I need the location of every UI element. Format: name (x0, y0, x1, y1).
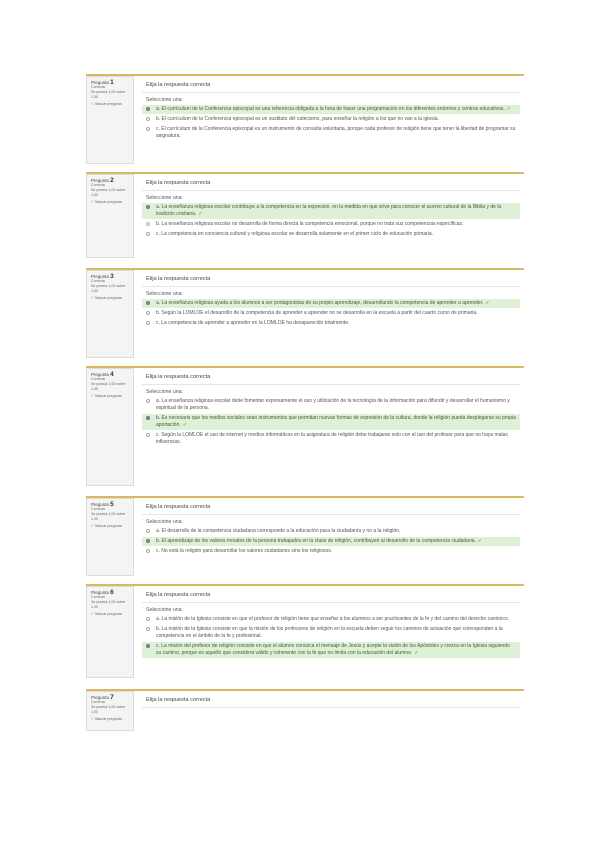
question-content (138, 498, 524, 559)
flag-question-link[interactable]: ⚐ Marcar pregunta (91, 612, 122, 616)
answer-option-b[interactable]: b. La misión de la Iglesia consiste en que la misión de los profesores de religión en la escuela deben seguir los caminos de actuación que corresponden a la competencia en el ámbito de la fe y profesional. (142, 625, 520, 641)
answer-option-c[interactable]: c. Según la LOMLOE el uso de internet y medios informáticos en la asignatura de religión debe trabajarse solo con el uso del profesor para que no haya malas influencias. (142, 431, 520, 447)
answer-option-b[interactable]: b. El currículum de la Conferencia episcopal es un sustituto del catecismo, para enseñar la religión a los que no van a la iglesia. (142, 115, 520, 124)
radio-button[interactable] (146, 117, 150, 121)
question-label: Pregunta 1 (91, 79, 114, 86)
question-content (138, 368, 524, 450)
radio-button[interactable] (146, 222, 150, 226)
answer-option-a[interactable]: a. El currículum de la Conferencia episcopal es una referencia obligada a la hora de hacer una programación en los diferentes entornos y centros educativos. ✓ (142, 105, 520, 114)
question-content (138, 270, 524, 331)
question-number: 4 (110, 371, 114, 378)
flag-question-link[interactable]: ⚐ Marcar pregunta (91, 394, 122, 398)
radio-button[interactable] (146, 539, 150, 543)
question-score: Se puntúa 1,00 sobre 1,00 (91, 90, 126, 99)
answer-option-c[interactable]: c. La competencia de aprender a aprender en la LOMLOE ha desaparecido totalmente. (142, 319, 520, 328)
question-content (138, 691, 524, 710)
radio-button[interactable] (146, 311, 150, 315)
question-status: Correcta (91, 700, 105, 704)
question-card (86, 74, 524, 164)
question-score: Se puntúa 1,00 sobre 1,00 (91, 188, 126, 197)
answer-option-b[interactable]: b. Es necesario que los medios sociales sean instrumentos que permitan nuevas formas de expresión de la cultura, donde la religión pueda desplegarse su propia aportación. ✓ (142, 414, 520, 430)
question-number: 7 (110, 694, 114, 701)
question-text: Elija la respuesta correcta (142, 693, 520, 708)
question-content (138, 174, 524, 242)
answer-option-c[interactable]: c. La misión del profesor de religión consiste en que el alumno conozca el mensaje de Jesús y acepte la visión de los Apóstoles y crezca en la Iglesia siguiendo su camino, porque es aquello que considera válido y coherente con la fe que no limita con la educación del alumno. ✓ (142, 642, 520, 658)
check-icon: ✓ (198, 211, 203, 217)
flag-question-link[interactable]: ⚐ Marcar pregunta (91, 524, 122, 528)
check-icon: ✓ (506, 106, 512, 112)
question-info (86, 270, 134, 358)
select-one-label: Seleccione una: (146, 389, 183, 395)
question-info (86, 691, 134, 731)
question-status: Correcta (91, 377, 105, 381)
radio-button[interactable] (146, 399, 150, 403)
question-text: Elija la respuesta correcta (142, 176, 520, 191)
radio-button[interactable] (146, 107, 150, 111)
question-info (86, 174, 134, 258)
question-number: 5 (110, 501, 114, 508)
radio-button[interactable] (146, 627, 150, 631)
question-card (86, 496, 524, 576)
question-info (86, 498, 134, 576)
question-label: Pregunta 2 (91, 177, 114, 184)
check-icon: ✓ (182, 422, 187, 428)
question-number: 2 (110, 177, 114, 184)
answer-option-a[interactable]: a. La enseñanza religiosa escolar debe fomentar expresamente el uso y utilización de la tecnología de la información para difundir y desarrollar el humanismo y espiritual de la persona. (142, 397, 520, 413)
radio-button[interactable] (146, 205, 150, 209)
select-one-label: Seleccione una: (146, 195, 183, 201)
question-number: 6 (110, 589, 114, 596)
question-status: Correcta (91, 183, 105, 187)
question-card (86, 268, 524, 358)
radio-button[interactable] (146, 321, 150, 325)
question-label: Pregunta 4 (91, 371, 114, 378)
question-card (86, 689, 524, 731)
radio-button[interactable] (146, 416, 150, 420)
flag-question-link[interactable]: ⚐ Marcar pregunta (91, 102, 122, 106)
radio-button[interactable] (146, 301, 150, 305)
question-text: Elija la respuesta correcta (142, 500, 520, 515)
question-status: Correcta (91, 85, 105, 89)
answer-option-a[interactable]: a. La enseñanza religiosa ayuda a los alumnos a ser protagonistas de su propio aprendizaje, desarrollando la competencia de aprender a aprender. ✓ (142, 299, 520, 308)
answer-option-a[interactable]: a. El desarrollo de la competencia ciudadana corresponde a la educación para la ciudadanía y no a la religión. (142, 527, 520, 536)
radio-button[interactable] (146, 644, 150, 648)
radio-button[interactable] (146, 617, 150, 621)
question-text: Elija la respuesta correcta (142, 370, 520, 385)
select-one-label: Seleccione una: (146, 519, 183, 525)
select-one-label: Seleccione una: (146, 607, 183, 613)
question-card (86, 172, 524, 258)
question-score: Se puntúa 1,00 sobre 1,00 (91, 705, 126, 714)
question-score: Se puntúa 1,00 sobre 1,00 (91, 512, 126, 521)
question-card (86, 366, 524, 486)
question-card (86, 584, 524, 678)
check-icon: ✓ (477, 538, 483, 544)
question-text: Elija la respuesta correcta (142, 78, 520, 93)
select-one-label: Seleccione una: (146, 97, 183, 103)
question-number: 1 (110, 79, 114, 86)
question-status: Correcta (91, 279, 105, 283)
question-label: Pregunta 6 (91, 589, 114, 596)
flag-question-link[interactable]: ⚐ Marcar pregunta (91, 200, 122, 204)
select-one-label: Seleccione una: (146, 291, 183, 297)
answer-option-b[interactable]: b. El aprendizaje de los valores morales de la persona trabajados en la clase de religión, contribuyen al desarrollo de la competencia ciudadana. ✓ (142, 537, 520, 546)
answer-option-b[interactable]: b. La enseñanza religiosa escolar no desarrolla de forma directa la competencia emocional, porque no trata sus competencias específicas. (142, 220, 520, 229)
question-label: Pregunta 3 (91, 273, 114, 280)
answer-option-a[interactable]: a. La enseñanza religiosa escolar contribuye a la competencia en la expresión, en la medida en que sirve para conocer el acervo cultural de la Biblia y de la tradición cristiana. ✓ (142, 203, 520, 219)
answer-option-b[interactable]: b. Según la LOMLOE el desarrollo de la competencia de aprender a aprender no se desarrolla en la escuela a partir del cuarto curso de primaria. (142, 309, 520, 318)
question-content (138, 586, 524, 661)
question-label: Pregunta 5 (91, 501, 114, 508)
answer-option-a[interactable]: a. La misión de la Iglesia consiste en que el profesor de religión tiene que enseñar a los alumnos a ser practicantes de la fe y del camino del derecho canónico. (142, 615, 520, 624)
question-text: Elija la respuesta correcta (142, 588, 520, 603)
question-text: Elija la respuesta correcta (142, 272, 520, 287)
radio-button[interactable] (146, 232, 150, 236)
question-info (86, 368, 134, 486)
question-info (86, 586, 134, 678)
question-content (138, 76, 524, 144)
radio-button[interactable] (146, 549, 150, 553)
question-info (86, 76, 134, 164)
flag-question-link[interactable]: ⚐ Marcar pregunta (91, 717, 122, 721)
radio-button[interactable] (146, 433, 150, 437)
question-number: 3 (110, 273, 114, 280)
flag-question-link[interactable]: ⚐ Marcar pregunta (91, 296, 122, 300)
check-icon: ✓ (414, 650, 419, 656)
question-score: Se puntúa 1,00 sobre 1,00 (91, 382, 126, 391)
question-status: Correcta (91, 595, 105, 599)
question-score: Se puntúa 1,00 sobre 1,00 (91, 600, 126, 609)
question-score: Se puntúa 1,00 sobre 1,00 (91, 284, 126, 293)
answer-option-c[interactable]: c. No está la religión para desarrollar los valores ciudadanos sino los religiosos. (142, 547, 520, 556)
check-icon: ✓ (485, 300, 490, 306)
question-label: Pregunta 7 (91, 694, 114, 701)
radio-button[interactable] (146, 127, 150, 131)
radio-button[interactable] (146, 529, 150, 533)
answer-option-c[interactable]: c. La competencia en conciencia cultural y religiosa escolar se desarrolla solamente en el primer ciclo de educación primaria. (142, 230, 520, 239)
answer-option-c[interactable]: c. El currículum de la Conferencia episcopal es un instrumento de consulta voluntaria, porque cada profesor de religión tiene que tener la libertad de programar su asignatura. (142, 125, 520, 141)
question-status: Correcta (91, 507, 105, 511)
